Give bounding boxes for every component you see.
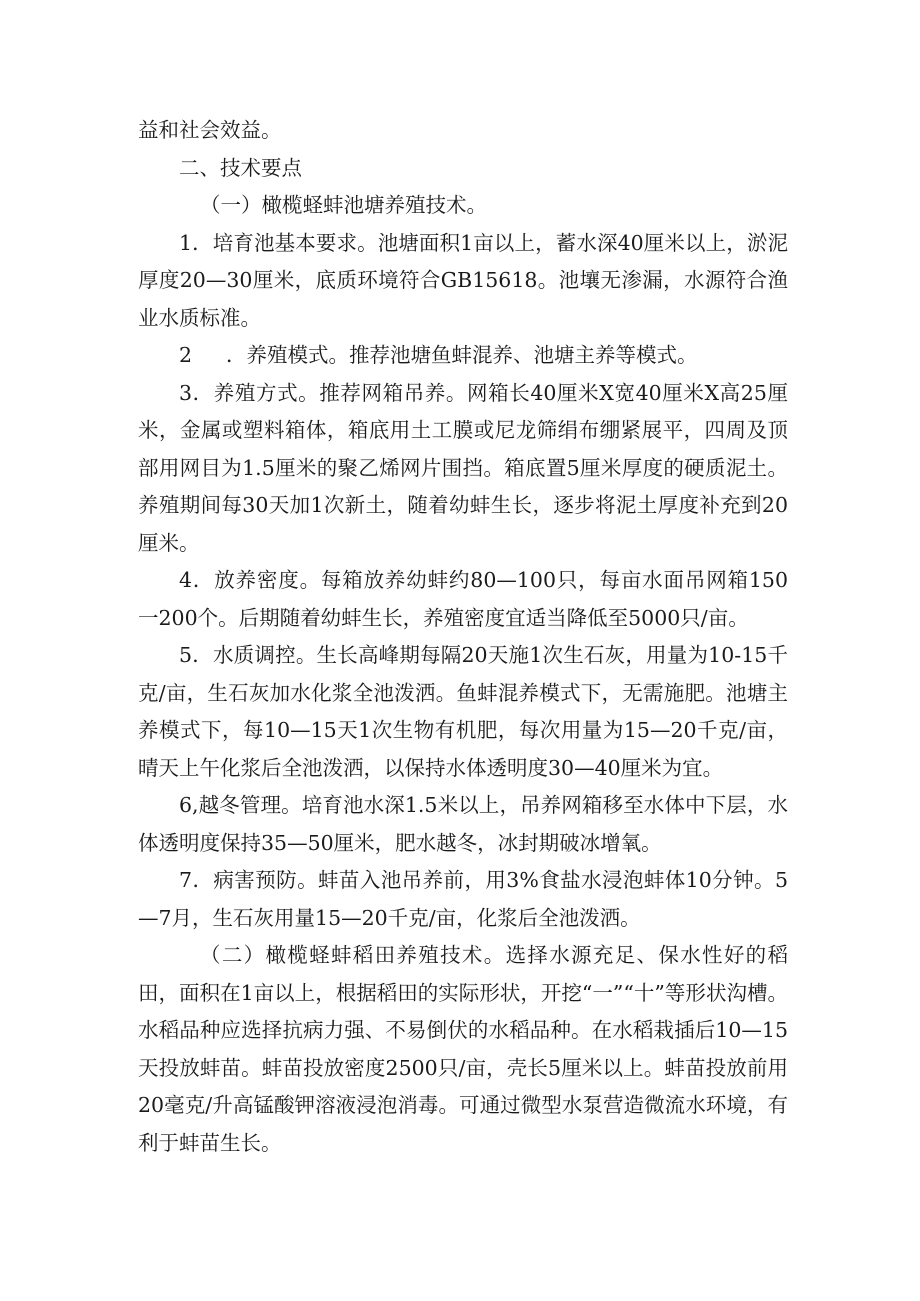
document-body [138, 112, 788, 1162]
paragraph-number: 2 [179, 343, 193, 367]
paragraph-continuation: 益和社会效益。 [138, 118, 282, 142]
paragraph-culture-mode [138, 337, 788, 375]
paragraph-disease-prevention: 7．病害预防。蚌苗入池吊养前，用3%食盐水浸泡蚌体10分钟。5—7月，生石灰用量15—20千克/亩，化浆后全池泼洒。 [138, 868, 788, 930]
paragraph-stocking-density: 4．放养密度。每箱放养幼蚌约80—100只，每亩水面吊网箱150一200个。后期随着幼蚌生长，养殖密度宜适当降低至5000只/亩。 [138, 568, 788, 630]
paragraph-overwintering: 6,越冬管理。培育池水深1.5米以上，吊养网箱移至水体中下层，水体透明度保持35—50厘米，肥水越冬，冰封期破冰增氧。 [138, 793, 788, 855]
subsection-heading-pond-culture: （一）橄榄蛏蚌池塘养殖技术。 [200, 193, 487, 217]
paragraph-text: ．养殖模式。推荐池塘鱼蚌混养、池塘主养等模式。 [226, 343, 698, 367]
paragraph-nursery-pond-requirements: 1．培育池基本要求。池塘面积1亩以上，蓄水深40厘米以上，淤泥厚度20—30厘米，底质环境符合GB15618。池壤无渗漏，水源符合渔业水质标准。 [138, 230, 788, 330]
paragraph-culture-method: 3．养殖方式。推荐网箱吊养。网箱长40厘米X宽40厘米X高25厘米，金属或塑料箱体，箱底用土工膜或尼龙筛绢布绷紧展平，四周及顶部用网目为1.5厘米的聚乙烯网片围挡。箱底置5厘米厚度的硬质泥土。养殖期间每30天加1次新土，随着幼蚌生长，逐步将泥土厚度补充到20厘米。 [138, 380, 788, 555]
section-heading-technical-points: 二、技术要点 [179, 155, 302, 180]
subsection-paddy-culture: （二）橄榄蛏蚌稻田养殖技术。选择水源充足、保水性好的稻田，面积在1亩以上，根据稻田的实际形状，开挖“一”“十”等形状沟槽。水稻品种应选择抗病力强、不易倒伏的水稻品种。在水稻栽插后10—15天投放蚌苗。蚌苗投放密度2500只/亩，壳长5厘米以上。蚌苗投放前用20毫克/升高锰酸钾溶液浸泡消毒。可通过微型水泵营造微流水环境，有利于蚌苗生长。 [138, 943, 788, 1155]
paragraph-water-quality-control: 5．水质调控。生长高峰期每隔20天施1次生石灰，用量为10-15千克/亩，生石灰加水化浆全池泼洒。鱼蚌混养模式下，无需施肥。池塘主养模式下，每10—15天1次生物有机肥，每次用量为15—20千克/亩，晴天上午化浆后全池泼洒，以保持水体透明度30—40厘米为宜。 [138, 643, 788, 780]
